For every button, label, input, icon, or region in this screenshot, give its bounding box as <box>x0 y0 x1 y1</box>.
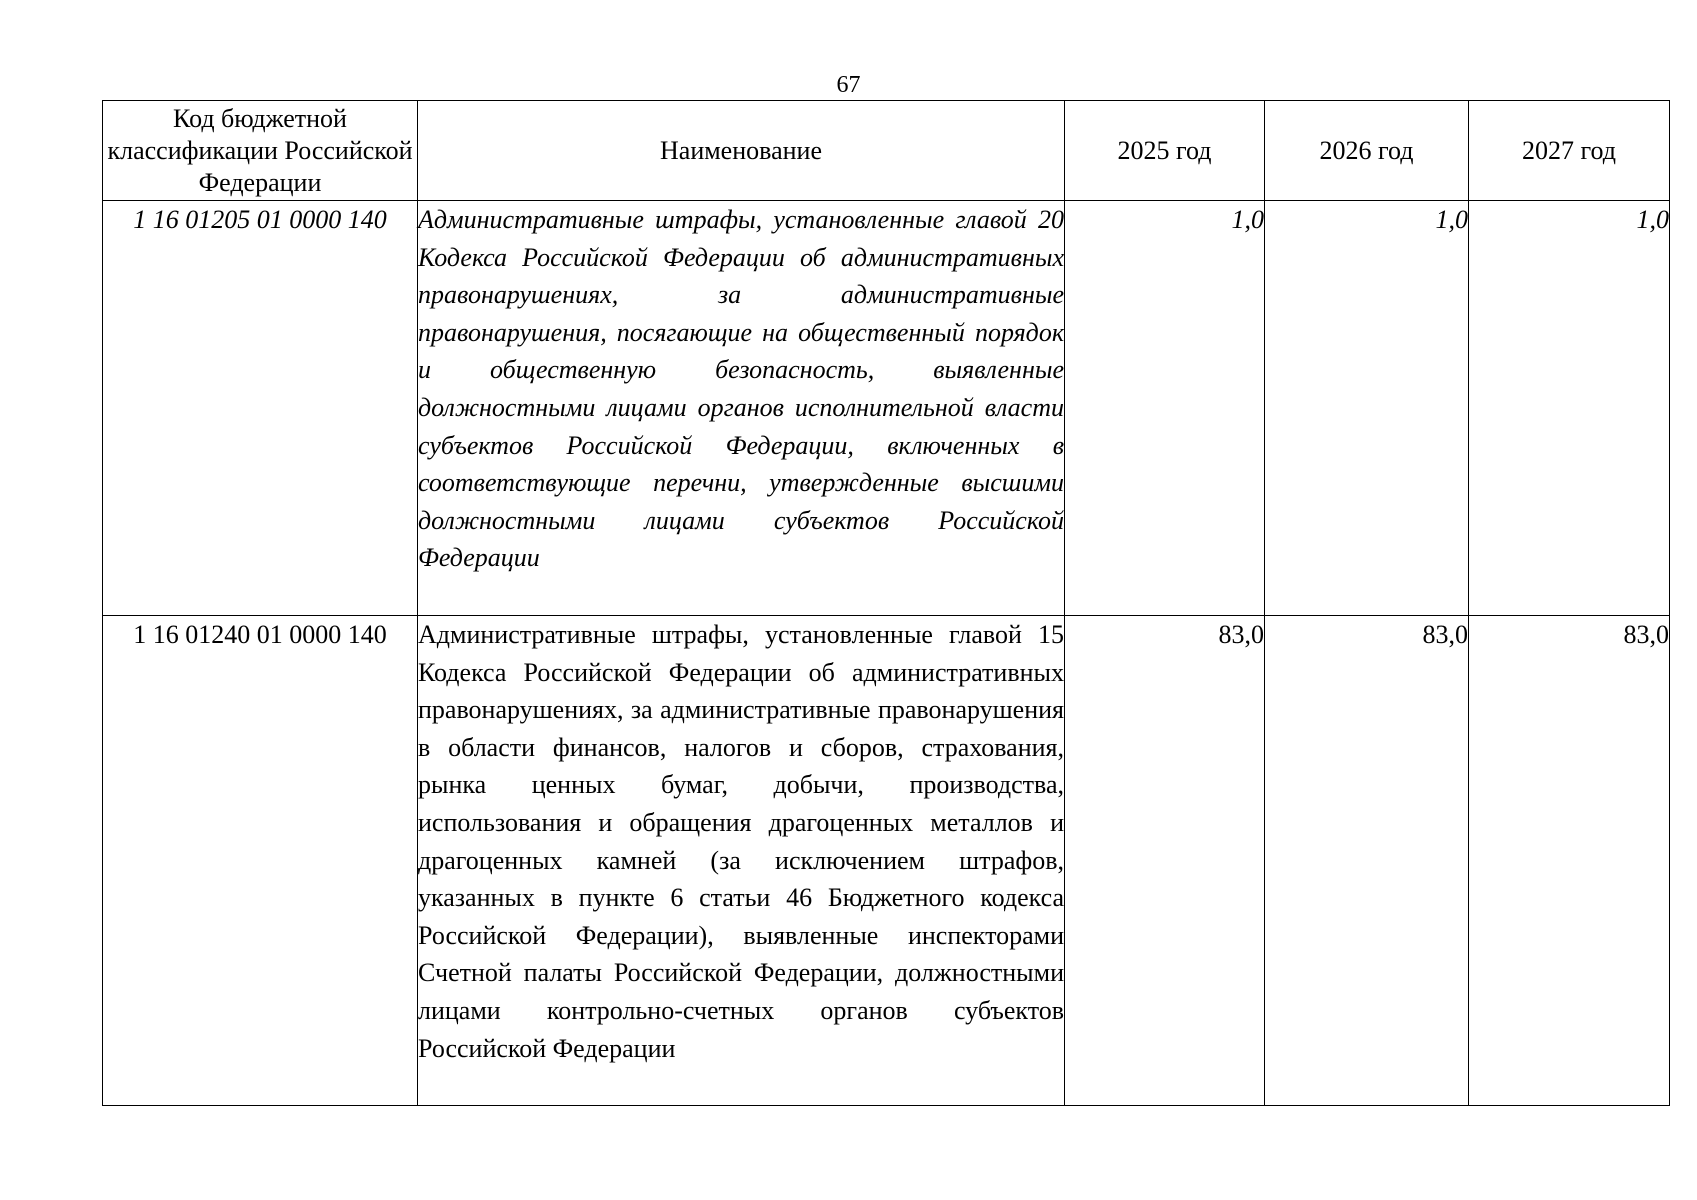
row-value-2025: 1,0 <box>1065 201 1265 616</box>
row-value-2027: 1,0 <box>1469 201 1670 616</box>
row-value-2026: 83,0 <box>1265 616 1469 1106</box>
row-name: Административные штрафы, установленные главой 20 Кодекса Российской Федерации об административных правонарушениях, за административные правонарушения, посягающие на общественный порядок и общественную безопасность, выявленные должностными лицами органов исполнительной власти субъектов Российской Федерации, включенных в соответствующие перечни, утвержденные высшими должностными лицами субъектов Российской Федерации <box>418 201 1065 616</box>
page-number: 67 <box>836 72 861 98</box>
row-value-2025: 83,0 <box>1065 616 1265 1106</box>
row-code: 1 16 01240 01 0000 140 <box>103 616 418 1106</box>
table-row <box>103 201 1670 616</box>
row-value-2026: 1,0 <box>1265 201 1469 616</box>
table-header-row <box>103 101 1670 201</box>
header-code: Код бюджетной классификации Российской Федерации <box>103 101 418 201</box>
header-name: Наименование <box>418 101 1065 201</box>
row-value-2027: 83,0 <box>1469 616 1670 1106</box>
budget-table <box>102 100 1670 1106</box>
header-year-2026: 2026 год <box>1265 101 1469 201</box>
row-code: 1 16 01205 01 0000 140 <box>103 201 418 616</box>
table-row <box>103 616 1670 1106</box>
row-name: Административные штрафы, установленные главой 15 Кодекса Российской Федерации об административных правонарушениях, за административные правонарушения в области финансов, налогов и сборов, страхования, рынка ценных бумаг, добычи, производства, использования и обращения драгоценных металлов и драгоценных камней (за исключением штрафов, указанных в пункте 6 статьи 46 Бюджетного кодекса Российской Федерации), выявленные инспекторами Счетной палаты Российской Федерации, должностными лицами контрольно-счетных органов субъектов Российской Федерации <box>418 616 1065 1106</box>
header-year-2027: 2027 год <box>1469 101 1670 201</box>
header-year-2025: 2025 год <box>1065 101 1265 201</box>
